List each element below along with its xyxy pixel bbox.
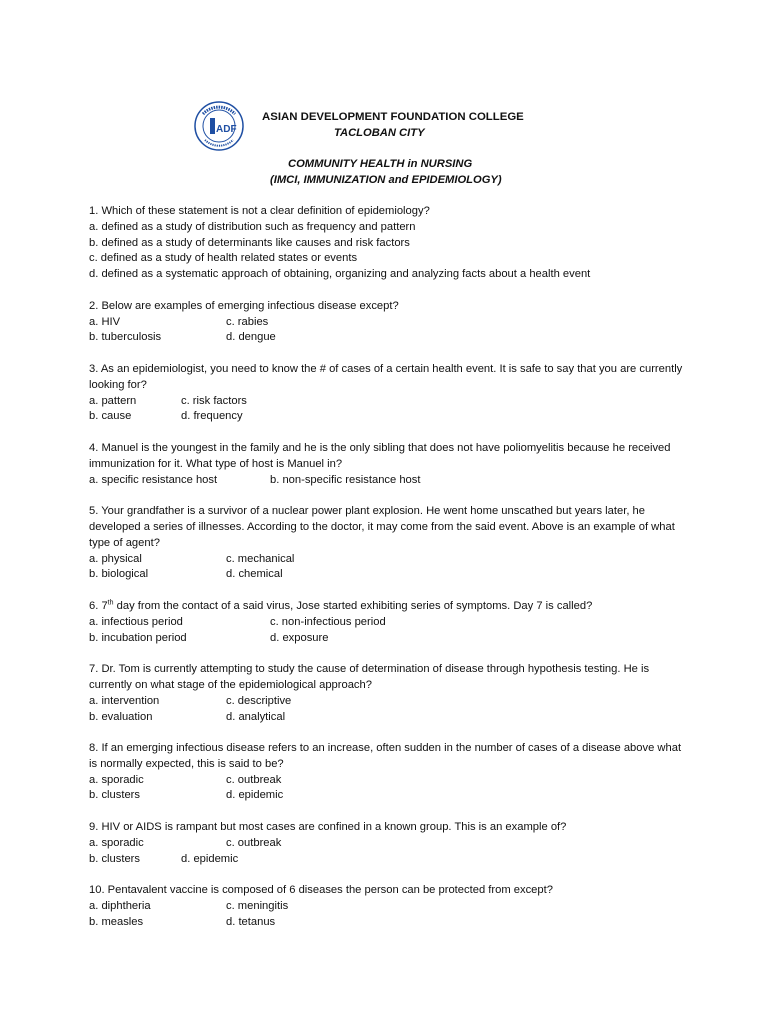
option-c: c. rabies	[226, 315, 269, 328]
college-city: TACLOBAN CITY	[334, 126, 425, 139]
ordinal-suffix: th	[107, 599, 114, 607]
college-name: ASIAN DEVELOPMENT FOUNDATION COLLEGE	[262, 111, 524, 123]
option-b: b. evaluation	[89, 710, 153, 723]
option-b: b. tuberculosis	[89, 331, 162, 344]
option-d: d. tetanus	[226, 915, 276, 928]
question-text	[89, 599, 689, 615]
option-c: c. defined as a study of health related states or events	[89, 252, 358, 265]
college-logo	[193, 100, 245, 152]
option-a: a. defined as a study of distribution such as frequency and pattern	[89, 220, 416, 233]
option-c: c. outbreak	[226, 836, 282, 849]
option-d: d. defined as a systematic approach of obtaining, organizing and analyzing facts about a health event	[89, 268, 591, 281]
option-c: c. risk factors	[181, 394, 247, 407]
option-b: b. biological	[89, 568, 149, 581]
questions-list	[89, 204, 689, 946]
option-a: a. sporadic	[89, 773, 144, 786]
document-header	[262, 110, 562, 142]
option-d: d. chemical	[226, 568, 283, 581]
college-seal-icon	[193, 100, 245, 152]
question-text: 1. Which of these statement is not a clear definition of epidemiology?	[89, 205, 430, 217]
question-text: 4. Manuel is the youngest in the family and he is the only sibling that does not have poliomyelitis because he received immunization for it. What type of host is Manuel in?	[89, 441, 671, 470]
question-10	[89, 883, 689, 930]
question-8	[89, 741, 689, 804]
question-6	[89, 599, 689, 646]
subject-title: COMMUNITY HEALTH in NURSING	[288, 158, 473, 170]
option-b: b. clusters	[89, 852, 140, 865]
option-d: d. epidemic	[226, 789, 284, 802]
question-4	[89, 441, 689, 488]
question-9	[89, 820, 689, 867]
option-a: a. infectious period	[89, 615, 183, 628]
question-text: 2. Below are examples of emerging infectious disease except?	[89, 299, 399, 312]
option-d: d. dengue	[226, 331, 276, 344]
question-7	[89, 662, 689, 725]
option-b: b. non-specific resistance host	[270, 473, 421, 486]
option-c: c. descriptive	[226, 694, 292, 707]
option-d: d. frequency	[181, 410, 243, 423]
option-d: d. analytical	[226, 710, 286, 723]
subject-subtitle: (IMCI, IMMUNIZATION and EPIDEMIOLOGY)	[270, 173, 502, 186]
option-d: d. exposure	[270, 631, 329, 644]
question-text: 10. Pentavalent vaccine is composed of 6 diseases the person can be protected from except?	[89, 884, 553, 897]
question-2	[89, 299, 689, 346]
option-a: a. specific resistance host	[89, 473, 218, 486]
question-text: 5. Your grandfather is a survivor of a nuclear power plant explosion. He went home unscathed but years later, he developed a series of illnesses. According to the doctor, it may come from the said event. Above is an example of what type of agent?	[89, 505, 675, 549]
option-c: c. outbreak	[226, 773, 282, 786]
option-a: a. sporadic	[89, 836, 144, 849]
option-b: b. measles	[89, 915, 144, 928]
question-5	[89, 504, 689, 583]
question-1	[89, 204, 689, 283]
exam-subject	[270, 157, 570, 189]
option-a: a. intervention	[89, 694, 160, 707]
question-text: 8. If an emerging infectious disease refers to an increase, often sudden in the number of cases of a disease above what is normally expected, this is said to be?	[89, 742, 682, 770]
option-b: b. cause	[89, 410, 132, 423]
option-b: b. defined as a study of determinants like causes and risk factors	[89, 236, 410, 249]
option-a: a. pattern	[89, 394, 137, 407]
option-b: b. incubation period	[89, 631, 187, 644]
option-c: c. mechanical	[226, 552, 295, 565]
option-d: d. epidemic	[181, 852, 239, 865]
question-text: 7. Dr. Tom is currently attempting to study the cause of determination of disease through hypothesis testing. He is currently on what stage of the epidemiological approach?	[89, 663, 650, 691]
question-3	[89, 362, 689, 425]
question-text: 9. HIV or AIDS is rampant but most cases are confined in a known group. This is an example of?	[89, 821, 567, 834]
option-a: a. HIV	[89, 315, 121, 328]
option-c: c. meningitis	[226, 900, 289, 913]
option-c: c. non-infectious period	[270, 615, 386, 628]
question-text-start: 6. 7	[89, 599, 108, 612]
option-a: a. diphtheria	[89, 900, 151, 913]
question-text: 3. As an epidemiologist, you need to know the # of cases of a certain health event. It is safe to say that you are currently looking for?	[89, 362, 683, 391]
question-text-end: day from the contact of a said virus, Jose started exhibiting series of symptoms. Day 7 is called?	[113, 599, 593, 612]
option-a: a. physical	[89, 552, 142, 565]
option-b: b. clusters	[89, 789, 140, 802]
logo-mark-text: ADF	[216, 124, 237, 135]
